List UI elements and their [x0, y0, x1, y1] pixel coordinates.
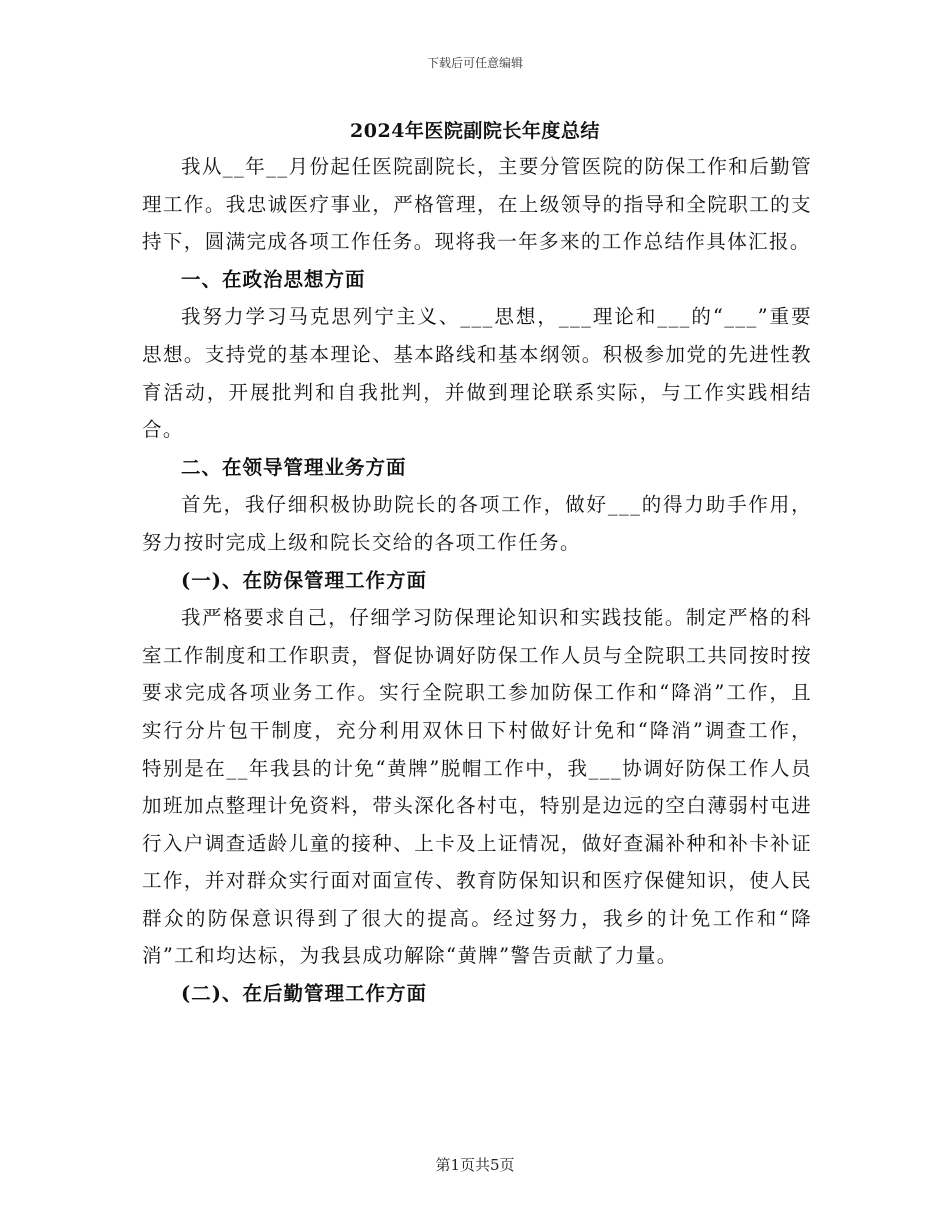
politics-paragraph: 我努力学习马克思列宁主义、___思想，___理论和___的“___”重要思想。支持党的基本理论、基本路线和基本纲领。积极参加党的先进性教育活动，开展批判和自我批判，并做到理论联系实际，与工作实践相结合。	[142, 305, 812, 442]
subsection-heading-prevention: (一)、在防保管理工作方面	[181, 568, 427, 592]
header-note: 下载后可任意编辑	[426, 56, 523, 70]
document-title: 2024年医院副院长年度总结	[350, 120, 600, 142]
section-heading-management: 二、在领导管理业务方面	[181, 455, 407, 479]
prevention-paragraph: 我严格要求自己，仔细学习防保理论知识和实践技能。制定严格的科室工作制度和工作职责，督促协调好防保工作人员与全院职工共同按时按要求完成各项业务工作。实行全院职工参加防保工作和“降消”工作，且实行分片包干制度，充分利用双休日下村做好计免和“降消”调查工作，特别是在__年我县的计免“黄牌”脱帽工作中，我___协调好防保工作人员加班加点整理计免资料，带头深化各村屯，特别是边远的空白薄弱村屯进行入户调查适龄儿童的接种、上卡及上证情况，做好查漏补种和补卡补证工作，并对群众实行面对面宣传、教育防保知识和医疗保健知识，使人民群众的防保意识得到了很大的提高。经过努力，我乡的计免工作和“降消”工和均达标，为我县成功解除“黄牌”警告贡献了力量。	[142, 606, 812, 968]
document-body	[142, 148, 812, 1013]
management-paragraph: 首先，我仔细积极协助院长的各项工作，做好___的得力助手作用，努力按时完成上级和院长交给的各项工作任务。	[142, 493, 812, 554]
section-heading-politics: 一、在政治思想方面	[181, 267, 366, 291]
page-number: 第1页共5页	[435, 1156, 515, 1174]
intro-paragraph: 我从__年__月份起任医院副院长，主要分管医院的防保工作和后勤管理工作。我忠诚医疗事业，严格管理，在上级领导的指导和全院职工的支持下，圆满完成各项工作任务。现将我一年多来的工作总结作具体汇报。	[142, 155, 812, 254]
subsection-heading-logistics: (二)、在后勤管理工作方面	[181, 982, 427, 1006]
